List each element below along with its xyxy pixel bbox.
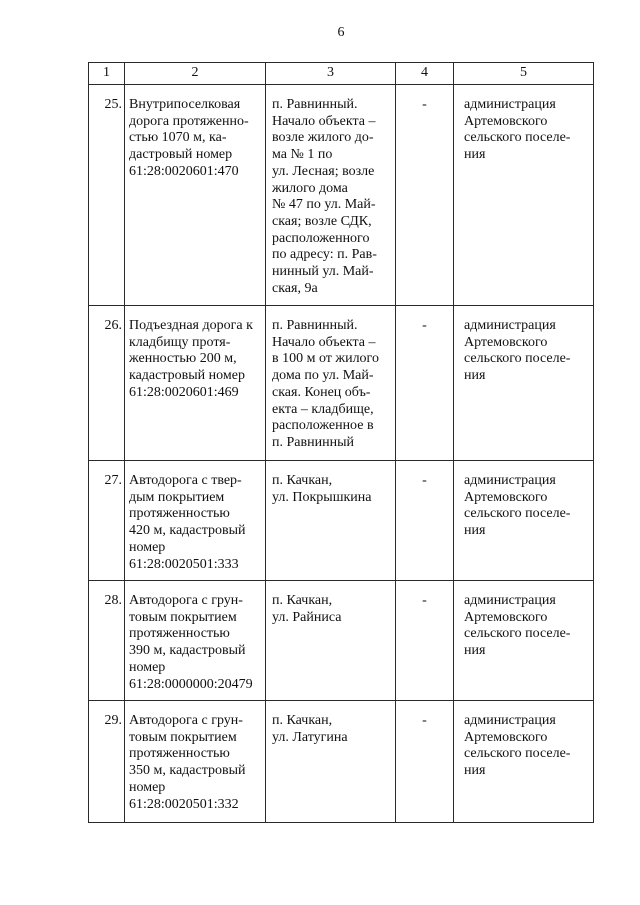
page-number: 6	[337, 25, 345, 40]
owner-cell: администрация Артемовского сельского поселе- ния	[454, 85, 594, 306]
objects-table	[88, 62, 594, 823]
object-name-cell: Автодорога с твер- дым покрытием протяженностью 420 м, кадастровый номер 61:28:0020501:333	[125, 461, 266, 581]
column-4-cell: -	[396, 461, 454, 581]
column-4-cell: -	[396, 306, 454, 461]
row-number-cell: 26.	[89, 306, 125, 461]
header-cell-1: 1	[89, 63, 125, 85]
column-4-cell: -	[396, 701, 454, 823]
table-row	[89, 701, 594, 823]
object-name-cell: Автодорога с грун- товым покрытием протяженностью 390 м, кадастровый номер 61:28:0000000:20479	[125, 581, 266, 701]
table-header-row	[89, 63, 594, 85]
header-cell-5: 5	[454, 63, 594, 85]
location-cell: п. Качкан, ул. Латугина	[266, 701, 396, 823]
owner-cell: администрация Артемовского сельского поселе- ния	[454, 461, 594, 581]
location-cell: п. Равнинный. Начало объекта – в 100 м от жилого дома по ул. Май- ская. Конец объ- екта – кладбище, расположенное в п. Равнинный	[266, 306, 396, 461]
row-number-cell: 25.	[89, 85, 125, 306]
table-row	[89, 581, 594, 701]
object-name-cell: Автодорога с грун- товым покрытием протяженностью 350 м, кадастровый номер 61:28:0020501:332	[125, 701, 266, 823]
row-number-cell: 27.	[89, 461, 125, 581]
object-name-cell: Внутрипоселковая дорога протяженно- стью 1070 м, ка- дастровый номер 61:28:0020601:470	[125, 85, 266, 306]
row-number-cell: 28.	[89, 581, 125, 701]
column-4-cell: -	[396, 581, 454, 701]
column-4-cell: -	[396, 85, 454, 306]
location-cell: п. Равнинный. Начало объекта – возле жилого до- ма № 1 по ул. Лесная; возле жилого дома № 47 по ул. Май- ская; возле СДК, расположенного по адресу: п. Рав- нинный ул. Май- ская, 9а	[266, 85, 396, 306]
header-cell-4: 4	[396, 63, 454, 85]
header-cell-2: 2	[125, 63, 266, 85]
location-cell: п. Качкан, ул. Покрышкина	[266, 461, 396, 581]
header-cell-3: 3	[266, 63, 396, 85]
row-number-cell: 29.	[89, 701, 125, 823]
table-row	[89, 461, 594, 581]
table-row	[89, 306, 594, 461]
object-name-cell: Подъездная дорога к кладбищу протя- женностью 200 м, кадастровый номер 61:28:0020601:469	[125, 306, 266, 461]
table-row	[89, 85, 594, 306]
location-cell: п. Качкан, ул. Райниса	[266, 581, 396, 701]
owner-cell: администрация Артемовского сельского поселе- ния	[454, 701, 594, 823]
owner-cell: администрация Артемовского сельского поселе- ния	[454, 581, 594, 701]
owner-cell: администрация Артемовского сельского поселе- ния	[454, 306, 594, 461]
